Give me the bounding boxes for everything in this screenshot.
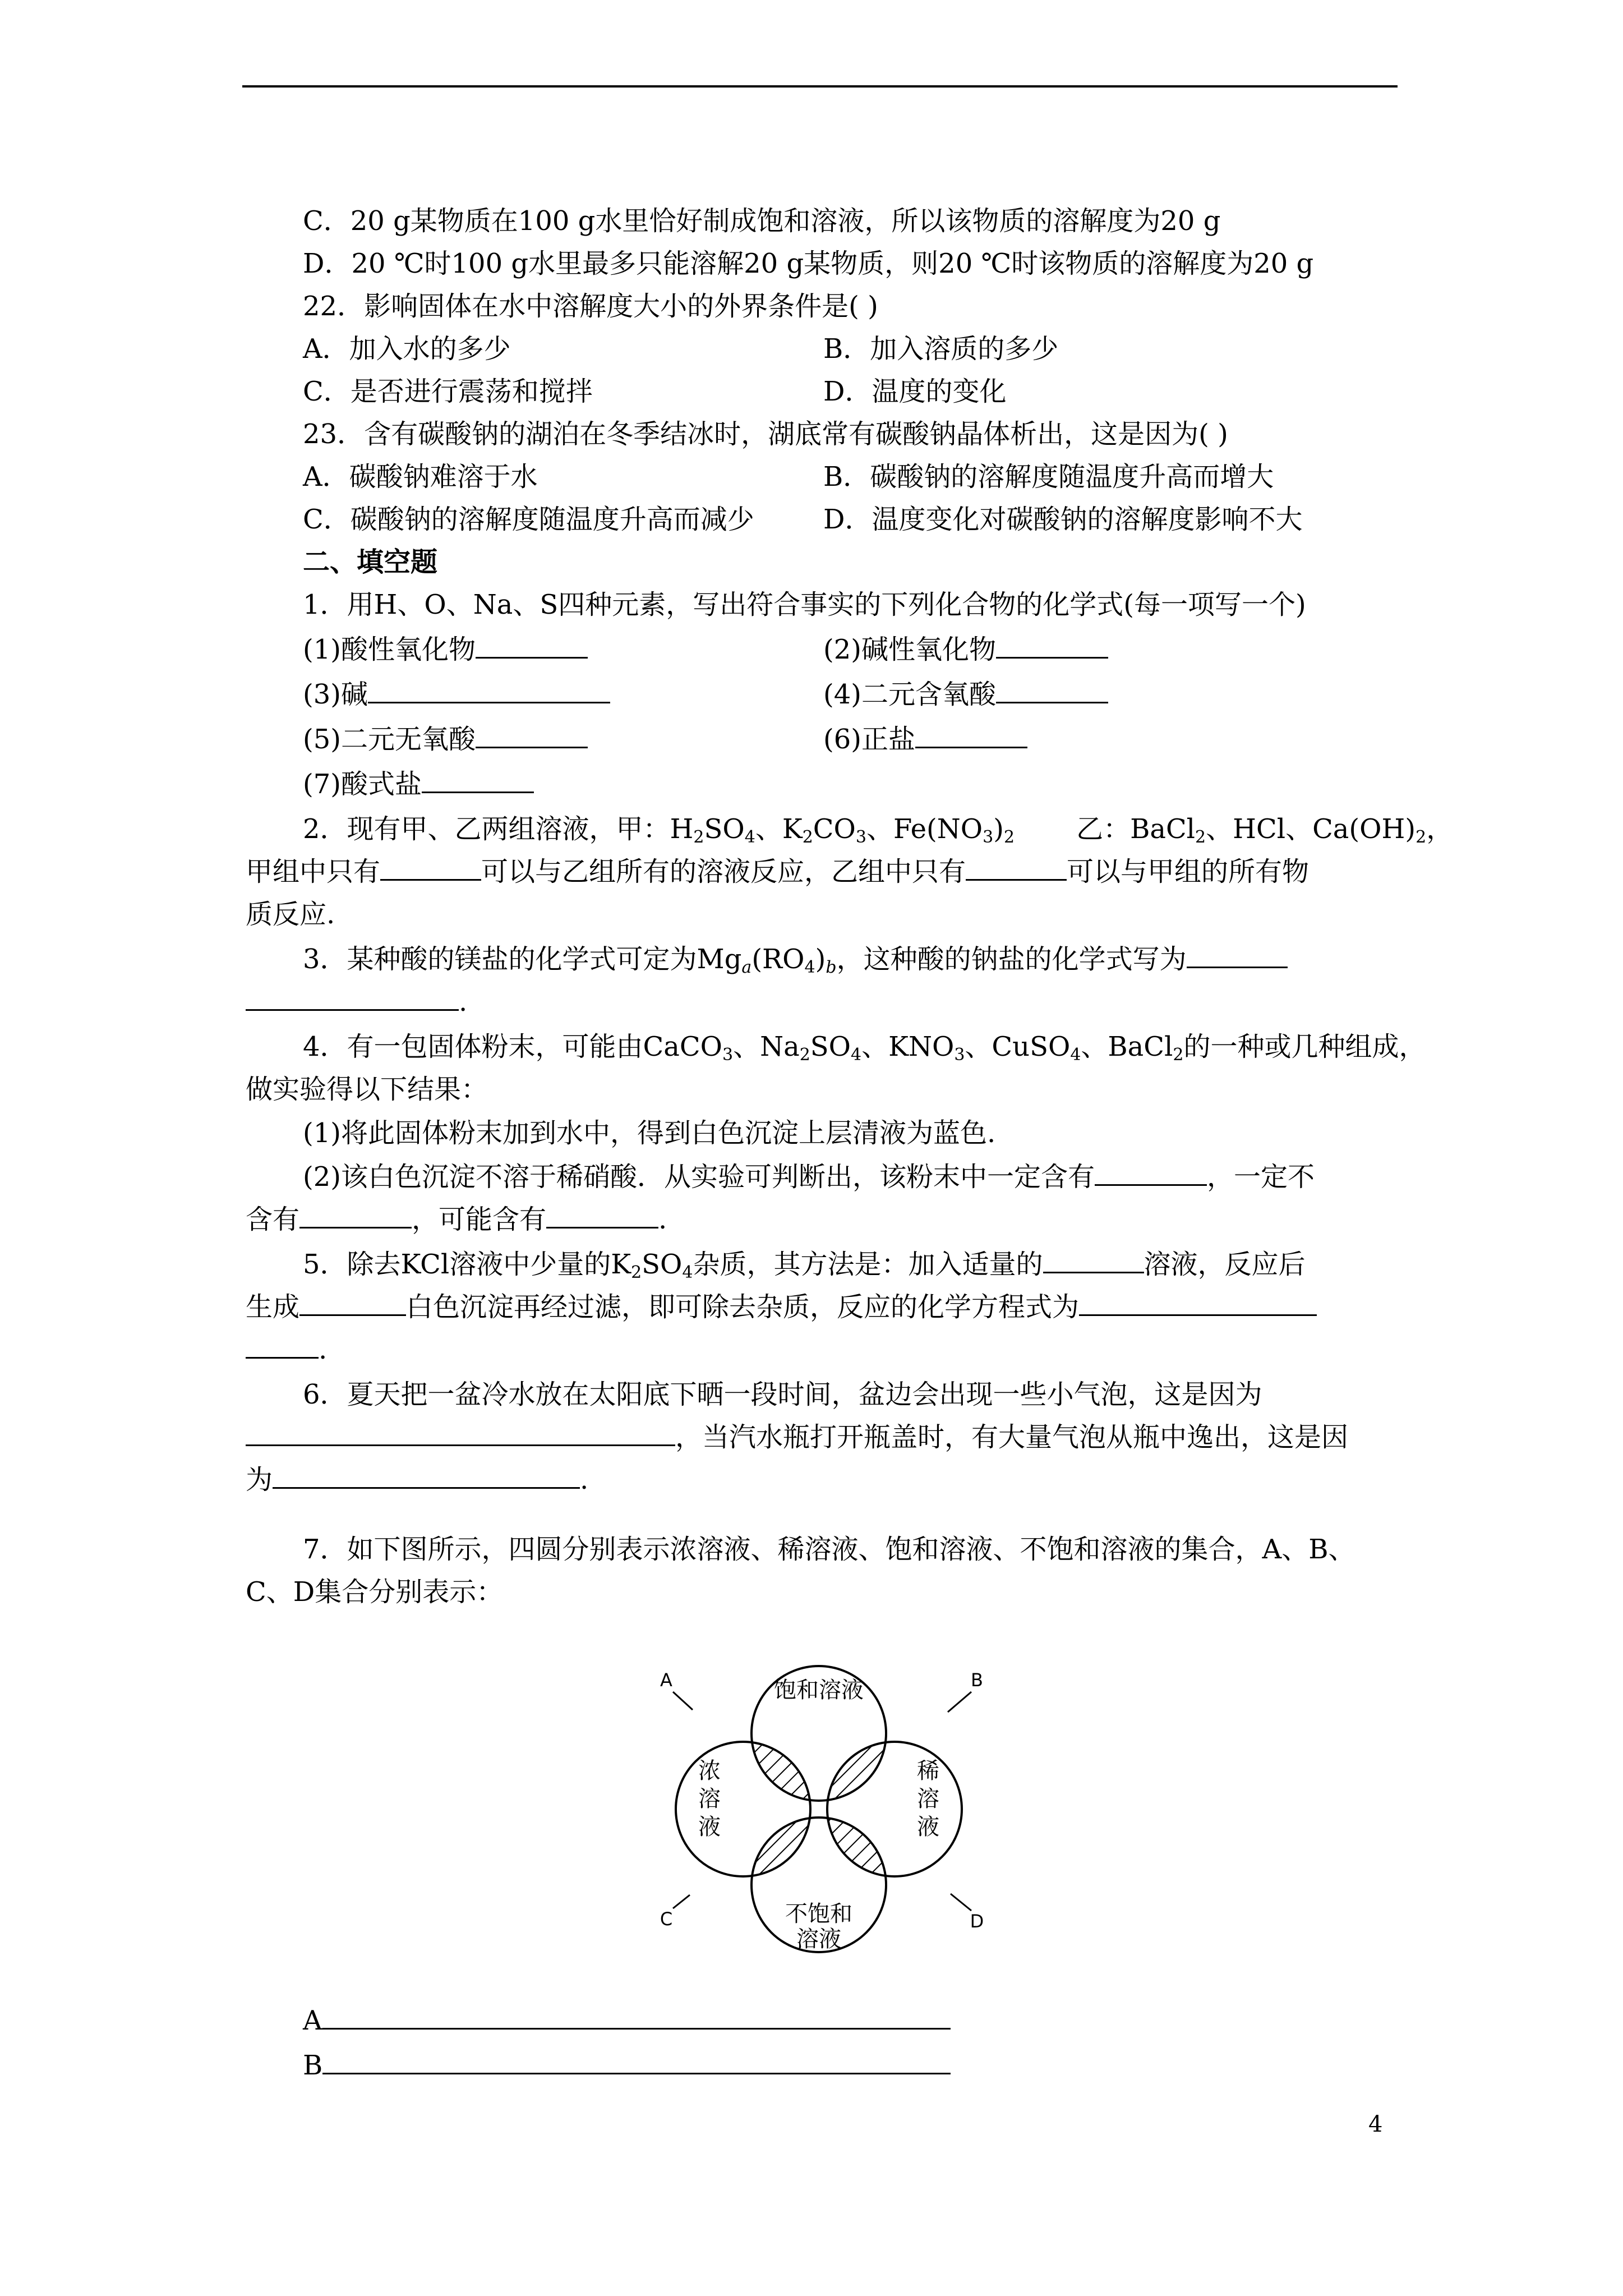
- q21-option-c: C．20 g某物质在100 g水里恰好制成饱和溶液，所以该物质的溶解度为20 g: [303, 205, 1221, 237]
- fill-q7-answer-b: B: [303, 2047, 951, 2083]
- fill-q6-line3: 为 .: [246, 1462, 588, 1498]
- answer-blank[interactable]: [1043, 1247, 1144, 1273]
- answer-blank[interactable]: [322, 2003, 951, 2030]
- circle-concentrated: [676, 1742, 810, 1876]
- label-concentrated-1: 浓: [698, 1758, 721, 1784]
- fill-q5-line1: 5．除去KCl溶液中少量的$K_2SO_4$杂质，其方法是：加入适量的 溶液，反应后: [303, 1246, 1306, 1282]
- q23-option-a: A．碳酸钠难溶于水: [303, 461, 538, 493]
- leader-c: [673, 1895, 690, 1908]
- fill-q3-line1: 3．某种酸的镁盐的化学式可定为$Mg_a(RO_4)_b$，这种酸的钠盐的化学式写为: [303, 941, 1288, 977]
- fill-q2-line2: 甲组中只有 可以与乙组所有的溶液反应，乙组中只有 可以与甲组的所有物: [246, 854, 1309, 890]
- corner-label-c: C: [660, 1908, 673, 1930]
- fill-q4-part2: (2)该白色沉淀不溶于稀硝酸．从实验可判断出，该粉末中一定含有 ，一定不: [303, 1159, 1315, 1195]
- corner-label-a: A: [660, 1669, 672, 1691]
- label-unsaturated-1: 不饱和: [785, 1901, 852, 1927]
- answer-blank[interactable]: [368, 677, 610, 703]
- fill-q5-line2: 生成 白色沉淀再经过滤，即可除去杂质，反应的化学方程式为: [246, 1289, 1317, 1325]
- answer-blank[interactable]: [966, 854, 1067, 881]
- q23-option-d: D．温度变化对碳酸钠的溶解度影响不大: [823, 504, 1303, 535]
- page-number: 4: [1368, 2111, 1383, 2137]
- fill-q5-line3: .: [246, 1332, 327, 1368]
- venn-diagram: [651, 1649, 987, 1969]
- answer-blank[interactable]: [299, 1202, 412, 1228]
- fill-q2-line3: 质反应.: [246, 899, 335, 930]
- answer-blank[interactable]: [915, 722, 1027, 748]
- fill-q2-line1: 2．现有甲、乙两组溶液，甲：$H_2SO_4$、$K_2CO_3$、$Fe(NO_3)_2$ 乙：BaCl$_2$、HCl、$Ca(OH)_2$，: [303, 813, 1454, 847]
- fill-q1-item-5: (5)二元无氧酸: [303, 721, 588, 757]
- q22-option-c: C．是否进行震荡和搅拌: [303, 376, 593, 407]
- fill-q7-answer-a: A: [303, 2003, 951, 2039]
- fill-q7-line1: 7．如下图所示，四圆分别表示浓溶液、稀溶液、饱和溶液、不饱和溶液的集合，A、B、: [303, 1534, 1355, 1565]
- answer-blank[interactable]: [322, 2048, 951, 2074]
- q23-option-c: C．碳酸钠的溶解度随温度升高而减少: [303, 504, 754, 535]
- fill-q1-item-2: (2)碱性氧化物: [823, 632, 1108, 668]
- answer-blank[interactable]: [299, 1290, 406, 1316]
- answer-blank[interactable]: [422, 767, 534, 793]
- fill-q4-line1: 4．有一包固体粉末，可能由CaCO$_3$、$Na_2SO_4$、$KNO_3$、CuSO$_4$、BaCl$_2$的一种或几种组成，: [303, 1031, 1426, 1065]
- answer-blank[interactable]: [273, 1462, 580, 1489]
- answer-blank[interactable]: [246, 984, 459, 1011]
- fill-q1-stem: 1．用H、O、Na、S四种元素，写出符合事实的下列化合物的化学式(每一项写一个): [303, 589, 1306, 620]
- q23-option-b: B．碳酸钠的溶解度随温度升高而增大: [823, 461, 1274, 493]
- label-dilute-1: 稀: [917, 1758, 939, 1784]
- fill-q7-line2: C、D集合分别表示：: [246, 1576, 504, 1608]
- fill-q4-part1: (1)将此固体粉末加到水中，得到白色沉淀上层清液为蓝色.: [303, 1117, 996, 1149]
- fill-q4-line4: 含有 ，可能含有 .: [246, 1202, 667, 1237]
- answer-blank[interactable]: [246, 1420, 675, 1446]
- fill-q1-item-3: (3)碱: [303, 677, 610, 712]
- label-concentrated-2: 溶: [698, 1786, 721, 1812]
- answer-blank[interactable]: [1079, 1290, 1317, 1316]
- corner-label-b: B: [971, 1669, 983, 1691]
- answer-blank[interactable]: [546, 1202, 658, 1228]
- q22-stem: 22．影响固体在水中溶解度大小的外界条件是( ): [303, 291, 878, 322]
- answer-blank[interactable]: [996, 677, 1108, 703]
- circle-dilute: [827, 1742, 962, 1876]
- answer-blank[interactable]: [1187, 942, 1288, 968]
- q23-stem: 23．含有碳酸钠的湖泊在冬季结冰时，湖底常有碳酸钠晶体析出，这是因为( ): [303, 418, 1228, 450]
- fill-q6-line2: ，当汽水瓶打开瓶盖时，有大量气泡从瓶中逸出，这是因: [246, 1419, 1348, 1455]
- answer-blank[interactable]: [1095, 1159, 1207, 1186]
- corner-label-d: D: [970, 1911, 984, 1932]
- section-heading-fill-in: 二、填空题: [303, 546, 438, 578]
- q22-option-a: A．加入水的多少: [303, 333, 511, 365]
- label-unsaturated-2: 溶液: [796, 1926, 841, 1952]
- fill-q1-item-7: (7)酸式盐: [303, 766, 534, 802]
- leader-b: [948, 1692, 971, 1712]
- fill-q4-line2: 做实验得以下结果：: [246, 1074, 488, 1105]
- fill-q3-line2: .: [246, 984, 467, 1020]
- fill-q6-line1: 6．夏天把一盆冷水放在太阳底下晒一段时间，盆边会出现一些小气泡，这是因为: [303, 1379, 1262, 1410]
- leader-a: [673, 1692, 693, 1710]
- leader-d: [951, 1894, 971, 1911]
- fill-q1-item-4: (4)二元含氧酸: [823, 677, 1108, 712]
- answer-blank[interactable]: [380, 854, 481, 881]
- label-concentrated-3: 液: [698, 1814, 721, 1840]
- label-dilute-3: 液: [917, 1814, 939, 1840]
- answer-blank[interactable]: [996, 632, 1108, 659]
- label-saturated: 饱和溶液: [774, 1677, 864, 1703]
- answer-blank[interactable]: [476, 632, 588, 659]
- q22-option-d: D．温度的变化: [823, 376, 1007, 407]
- fill-q1-item-1: (1)酸性氧化物: [303, 632, 588, 668]
- answer-blank[interactable]: [246, 1332, 319, 1359]
- fill-q1-item-6: (6)正盐: [823, 721, 1027, 757]
- header-rule: [242, 85, 1398, 88]
- answer-blank[interactable]: [476, 722, 588, 748]
- q22-option-b: B．加入溶质的多少: [823, 333, 1059, 365]
- label-dilute-2: 溶: [917, 1786, 939, 1812]
- q21-option-d: D．20 ℃时100 g水里最多只能溶解20 g某物质，则20 ℃时该物质的溶解度为20 g: [303, 248, 1314, 279]
